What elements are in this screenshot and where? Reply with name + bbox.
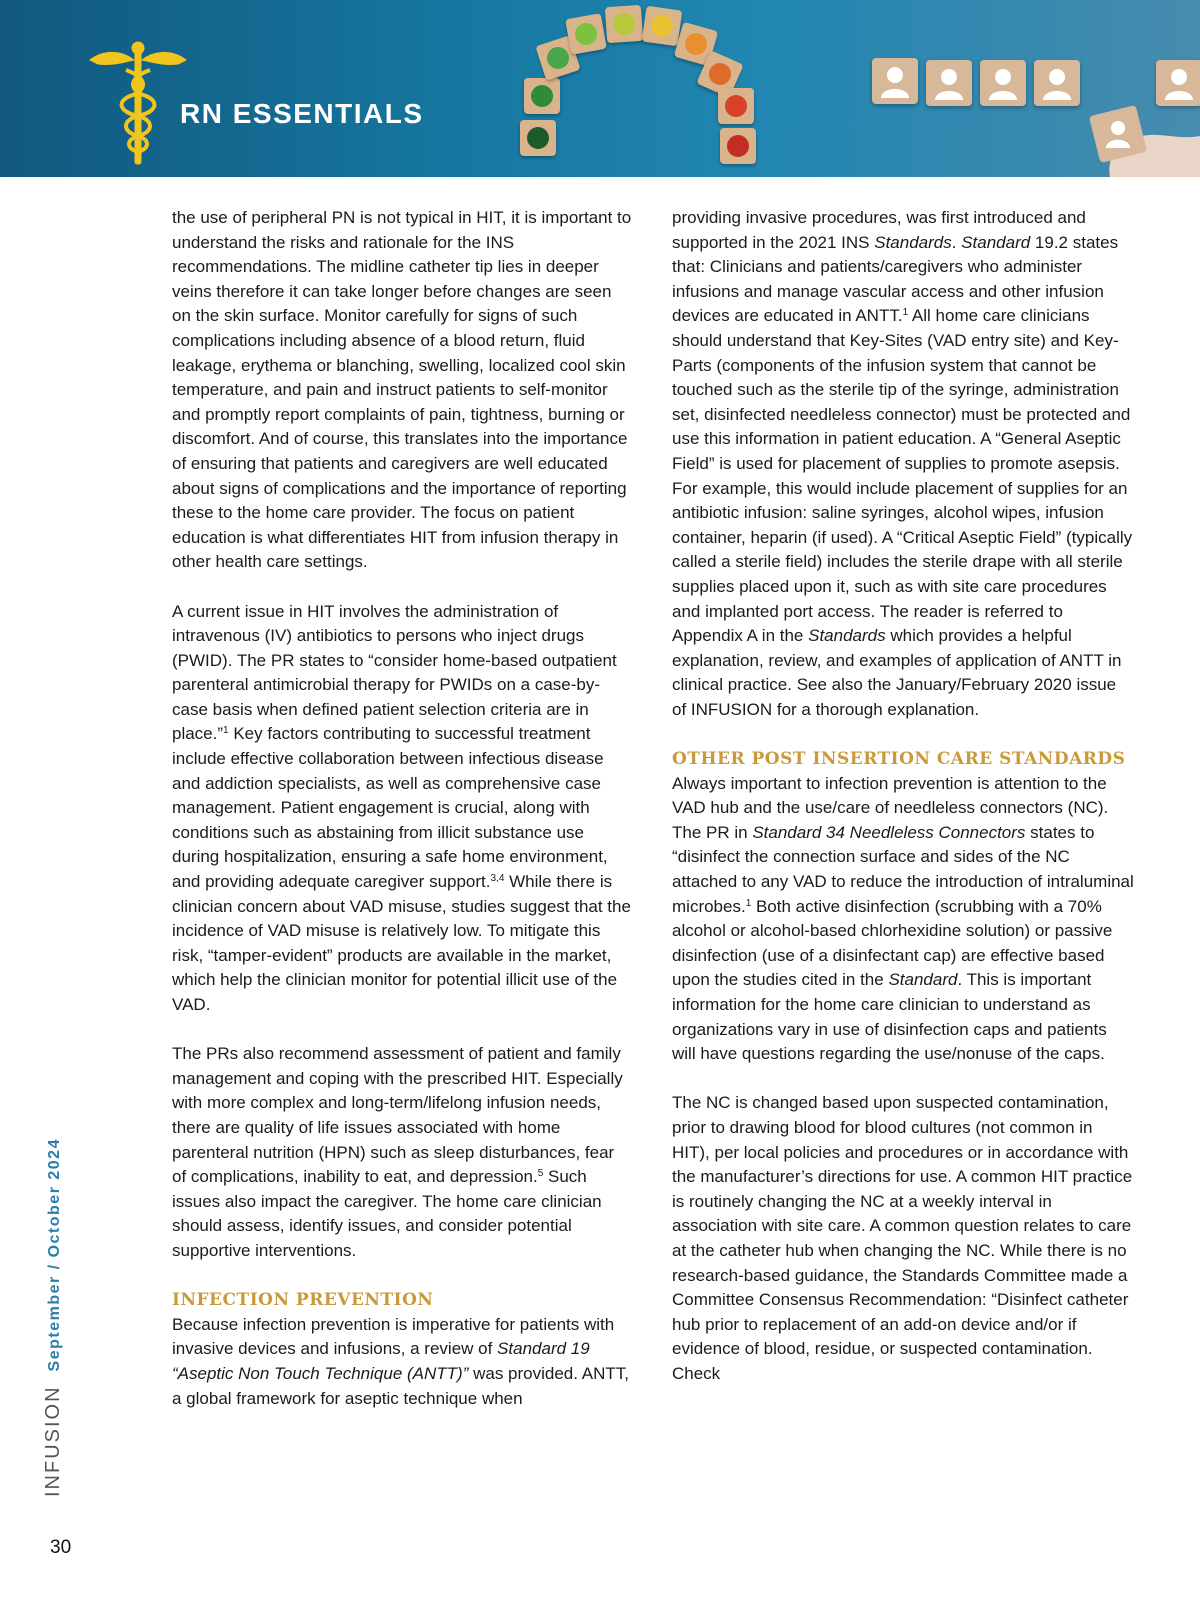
body-paragraph: Always important to infection prevention is attention to the VAD hub and the use/care of needleless connectors (NC). The PR in Standard 34 Needleless Connectors states to “disinfect the connection surface and sides of the NC attached to any VAD to reduce the introduction of intraluminal microbes.$^1$ Both active disinfection (scrubbing with a 70% alcohol or alcohol-based chlorhexidine solution) or passive disinfection (use of a disinfectant cap) are effective based upon the studies cited in the Standard. This is important information for the home care clinician to understand as organizations vary in use of disinfection caps and patients will have questions regarding the use/nonuse of the caps. — [672, 773, 1134, 1064]
body-paragraph: The NC is changed based upon suspected contamination, prior to drawing blood for blood cultures (not common in HIT), per local policies and procedures or in accordance with the manufacturer’s directions for use. A common HIT practice is routinely changing the NC at a weekly interval in association with site care. A common question relates to care at the catheter hub when changing the NC. While there is no research-based guidance, the Standards Committee made a Committee Consensus Recommendation: “Disinfect catheter hub prior to replacement of an add-on device and/or if evidence of blood, residue, or suspected contamination. Check — [672, 1093, 1133, 1383]
body-paragraph: providing invasive procedures, was first introduced and supported in the 2021 INS Standards. Standard 19.2 states that: Clinicians and patients/caregivers who administer infusions and manage vascular access and other infusion devices are educated in ANTT.$^1$ All home care clinicians should understand that Key-Sites (VAD entry site) and Key-Parts (components of the infusion system that cannot be touched such as the sterile tip of the syringe, administration set, disinfected needleless connector) must be protected and use this information in patient education. A “General Aseptic Field” is used for placement of supplies to promote asepsis. For example, this would include placement of supplies for an antibiotic infusion: saline syringes, alcohol wipes, infusion container, heparin (if used). A “Critical Aseptic Field” (typically called a sterile field) includes the sterile drape with all sterile supplies placed upon it, such as with site care procedures and implanted port access. The reader is referred to Appendix A in the Standards which provides a helpful explanation, review, and examples of application of ANTT in clinical practice. See also the January/February 2020 issue of INFUSION for a thorough explanation. — [672, 208, 1133, 719]
user-icon — [980, 60, 1026, 106]
tile-lime — [565, 13, 607, 55]
body-paragraph: Because infection prevention is imperative for patients with invasive devices and infusions, a review of Standard 19 “Aseptic Non Touch Technique (ANTT)” was provided. ANTT, a global framework for aseptic technique when — [172, 1314, 629, 1408]
citation-superscript: 1 — [902, 307, 909, 319]
issue-date: September / October 2024 — [46, 1138, 63, 1372]
tile-arch-illustration — [520, 6, 780, 176]
page-number: 30 — [50, 1537, 72, 1558]
user-icon — [1034, 60, 1080, 106]
magazine-logo: INFUSION — [42, 1385, 64, 1497]
tile-green — [524, 78, 560, 114]
section-heading-infection-prevention: INFECTION PREVENTION — [172, 1290, 434, 1311]
caduceus-icon — [86, 38, 190, 166]
body-paragraph: The PRs also recommend assessment of patient and family management and coping with the prescribed HIT. Especially with more complex and long-term/lifelong infusion needs, there are quality of life issues associated with home parenteral nutrition (HPN) such as sleep disturbances, fear of complications, inability to eat, and depression.$^5$ Such issues also impact the caregiver. The home care clinician should assess, identify issues, and consider potential supportive interventions. — [172, 1044, 623, 1260]
person-tile — [926, 60, 972, 106]
citation-superscript: 3,4 — [490, 873, 505, 885]
section-title: RN ESSENTIALS — [180, 98, 424, 129]
person-tile — [980, 60, 1026, 106]
user-icon — [926, 60, 972, 106]
body-paragraph: A current issue in HIT involves the administration of intravenous (IV) antibiotics to persons who inject drugs (PWID). The PR states to “consider home-based outpatient parenteral antimicrobial therapy for PWIDs on a case-by-case basis when defined patient selection criteria are in place.”$^1$ Key factors contributing to successful treatment include effective collaboration between infectious disease and addiction specialists, as well as comprehensive case management. Patient engagement is crucial, along with conditions such as abstaining from illicit substance use during hospitalization, ensuring a safe home environment, and providing adequate caregiver support.$^{3,4}$ While there is clinician concern about VAD misuse, studies suggest that the incidence of VAD misuse is relatively low. To mitigate this risk, “tamper-evident” products are available in the market, which help the clinician monitor for potential illicit use of the VAD. — [172, 601, 631, 1014]
header-banner — [0, 0, 1200, 177]
tile-dark-red — [720, 128, 756, 164]
article-column-left — [172, 206, 632, 1411]
citation-superscript: 1 — [223, 725, 229, 737]
person-tile — [872, 58, 918, 104]
user-icon — [872, 58, 918, 104]
tile-yellow-green — [605, 5, 643, 43]
side-folio — [42, 1138, 65, 1497]
tile-red — [718, 88, 754, 124]
article-column-right — [672, 206, 1134, 1387]
body-paragraph: the use of peripheral PN is not typical in HIT, it is important to understand the risks and rationale for the INS recommendations. The midline catheter tip lies in deeper veins therefore it can take longer before changes are seen on the skin surface. Monitor carefully for signs of such complications including absence of a blood return, fluid leakage, erythema or blanching, swelling, localized cool skin temperature, and pain and instruct patients to self-monitor and promptly report complaints of pain, tightness, burning or discomfort. And of course, this translates into the importance of ensuring that patients and caregivers are well educated about signs of complications and the importance of reporting these to the home care provider. The focus on patient education is what differentiates HIT from infusion therapy in other health care settings. — [172, 208, 632, 572]
section-heading-other-post-insertion: OTHER POST INSERTION CARE STANDARDS — [672, 749, 1126, 770]
hand-holding-tile-illustration — [1080, 96, 1200, 177]
person-tile — [1034, 60, 1080, 106]
tile-yellow — [642, 6, 683, 47]
citation-superscript: 1 — [745, 897, 752, 909]
citation-superscript: 5 — [537, 1168, 544, 1180]
tile-dark-green — [520, 120, 556, 156]
